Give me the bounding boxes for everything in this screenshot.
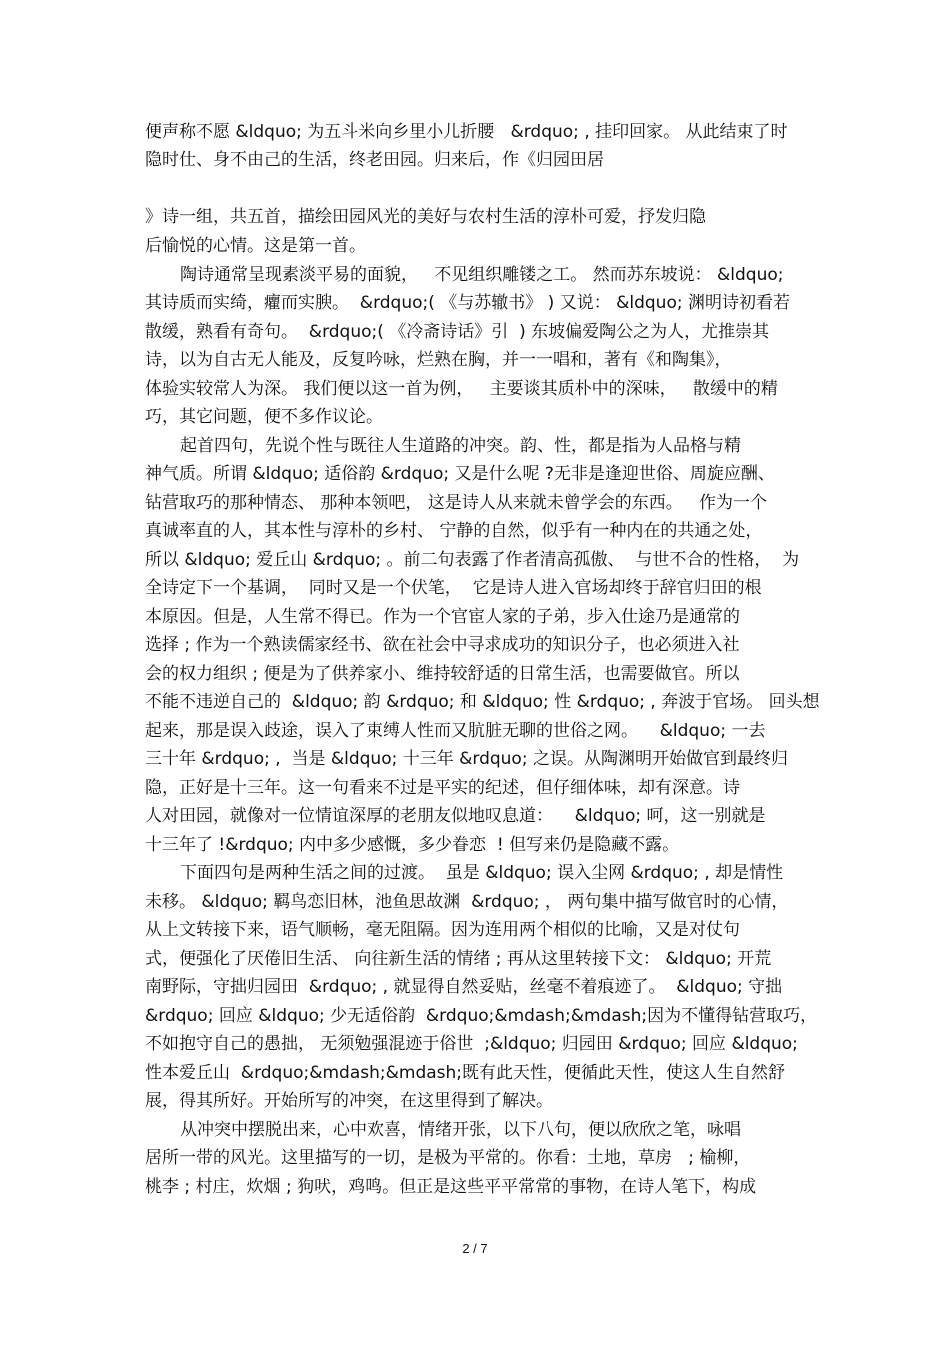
text-line: 桃李 ; 村庄，炊烟 ; 狗吠，鸡鸣。但正是这些平平常常的事物，在诗人笔下，构成 xyxy=(145,1177,757,1197)
text-line: 后愉悦的心情。这是第一首。 xyxy=(145,236,366,256)
text-line: 诗，以为自古无人能及，反复吟咏，烂熟在胸，并一一唱和，著有《和陶集》， xyxy=(145,350,732,370)
text-line: 全诗定下一个基调， 同时又是一个伏笔， 它是诗人进入官场却终于辞官归田的根 xyxy=(145,578,762,598)
text-line: 神气质。所谓 &ldquo; 适俗韵 &rdquo; 又是什么呢 ?无非是逢迎世俗、周旋应酬、 xyxy=(145,464,775,484)
text-line: 人对田园，就像对一位情谊深厚的老朋友似地叹息道： &ldquo; 呵，这一别就是 xyxy=(145,806,766,826)
text-line: 》诗一组，共五首，描绘田园风光的美好与农村生活的淳朴可爱，抒发归隐 xyxy=(145,207,706,227)
text-line: 本原因。但是，人生常不得已。作为一个官宦人家的子弟，步入仕途乃是通常的 xyxy=(145,607,740,627)
text-line: 从上文转接下来，语气顺畅，毫无阻隔。因为连用两个相似的比喻，又是对仗句 xyxy=(145,920,740,940)
text-line: 体验实较常人为深。 我们便以这一首为例， 主要谈其质朴中的深味， 散缓中的精 xyxy=(145,379,778,399)
text-line: 真诚率直的人，其本性与淳朴的乡村、 宁静的自然，似乎有一种内在的共通之处， xyxy=(145,521,763,541)
text-line: 式，便强化了厌倦旧生活、 向往新生活的情绪 ; 再从这里转接下文： &ldquo; 开荒 xyxy=(145,949,772,969)
text-line: &rdquo; 回应 &ldquo; 少无适俗韵 &rdquo;&mdash;&mdash;因为不懂得钻营取巧， xyxy=(145,1006,818,1026)
text-line: 所以 &ldquo; 爱丘山 &rdquo; 。前二句表露了作者清高孤傲、 与世不合的性格， 为 xyxy=(145,550,800,570)
text-line: 隐，正好是十三年。这一句看来不过是平实的纪述，但仔细体味，却有深意。诗 xyxy=(145,778,740,798)
text-line: 钻营取巧的那种情态、 那种本领吧， 这是诗人从来就未曾学会的东西。 作为一个 xyxy=(145,493,768,513)
text-line: 选择 ; 作为一个熟读儒家经书、欲在社会中寻求成功的知识分子，也必须进入社 xyxy=(145,635,740,655)
text-line: 南野际，守拙归园田 &rdquo; , 就显得自然妥贴，丝毫不着痕迹了。 &ldquo; 守拙 xyxy=(145,977,783,997)
text-line: 从冲突中摆脱出来，心中欢喜，情绪开张，以下八句，便以欣欣之笔，咏唱 xyxy=(180,1120,741,1140)
text-line: 会的权力组织 ; 便是为了供养家小、维持较舒适的日常生活，也需要做官。所以 xyxy=(145,664,740,684)
page-number: 2 / 7 xyxy=(462,1241,488,1256)
text-line: 巧，其它问题，便不多作议论。 xyxy=(145,407,383,427)
text-line: 起来，那是误入歧途，误入了束缚人性而又肮脏无聊的世俗之网。 &ldquo; 一去 xyxy=(145,721,766,741)
text-line: 便声称不愿 &ldquo; 为五斗米向乡里小儿折腰 &rdquo; , 挂印回家。 从此结束了时 xyxy=(145,122,788,142)
text-line: 起首四句，先说个性与既往人生道路的冲突。韵、性，都是指为人品格与精 xyxy=(180,436,741,456)
text-line: 性本爱丘山 &rdquo;&mdash;&mdash;既有此天性，便循此天性，使这人生自然舒 xyxy=(145,1063,786,1083)
text-line: 下面四句是两种生活之间的过渡。 虽是 &ldquo; 误入尘网 &rdquo; , 却是情性 xyxy=(180,863,784,883)
text-line: 隐时仕、身不由己的生活，终老田园。归来后，作《归园田居 xyxy=(145,150,604,170)
text-line: 三十年 &rdquo; , 当是 &ldquo; 十三年 &rdquo; 之误。从陶渊明开始做官到最终归 xyxy=(145,749,788,769)
text-line: 散缓，熟看有奇句。 &rdquo;( 《冷斋诗话》引 ) 东坡偏爱陶公之为人，尤推崇其 xyxy=(145,322,770,342)
text-line: 居所一带的风光。这里描写的一切，是极为平常的。你看：土地，草房 ; 榆柳， xyxy=(145,1148,751,1168)
text-line: 不如抱守自己的愚拙， 无须勉强混迹于俗世 ;&ldquo; 归园田 &rdquo; 回应 &ldquo; xyxy=(145,1034,798,1054)
text-line: 其诗质而实绮，癯而实腴。 &rdquo;( 《与苏辙书》 ) 又说： &ldquo; 渊明诗初看若 xyxy=(145,293,790,313)
text-line: 不能不违逆自己的 &ldquo; 韵 &rdquo; 和 &ldquo; 性 &rdquo; , 奔波于官场。 回头想 xyxy=(145,692,820,712)
text-line: 未移。 &ldquo; 羁鸟恋旧林，池鱼思故渊 &rdquo; ， 两句集中描写做官时的心情， xyxy=(145,892,789,912)
text-line: 十三年了 !&rdquo; 内中多少感慨，多少眷恋 ! 但写来仍是隐藏不露。 xyxy=(145,835,680,855)
text-line: 陶诗通常呈现素淡平易的面貌， 不见组织雕镂之工。 然而苏东坡说： &ldquo; xyxy=(180,265,784,285)
text-line: 展，得其所好。开始所写的冲突，在这里得到了解决。 xyxy=(145,1091,553,1111)
